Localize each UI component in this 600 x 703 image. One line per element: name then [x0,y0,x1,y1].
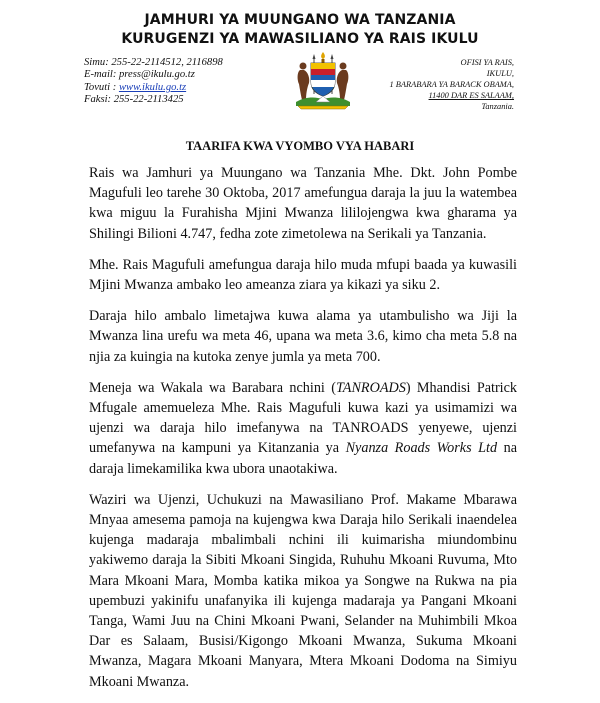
paragraph-4 [89,378,517,479]
website-line [84,82,223,94]
paragraph-1: Rais wa Jamhuri ya Muungano wa Tanzania Mhe. Dkt. John Pombe Magufuli leo tarehe 30 Oktoba, 2017 amefungua daraja la juu la watembea kwa miguu la Furahisha Mjini Mwanza lililojengwa kwa gharama ya Shilingi Bilioni 4.747, fedha zote zimetolewa na Serikali ya Tanzania. [89,165,517,242]
contractor-name: Nyanza Roads Works Ltd [345,440,498,457]
document-body [89,163,517,703]
paragraph-5: Waziri wa Ujenzi, Uchukuzi na Mawasiliano Prof. Makame Mbarawa Mnyaa amesema pamoja na kujengwa kwa Daraja hilo Serikali inaendelea kujenga madaraja mbalimbali nchini ili kuimarisha miundombinu yakiwemo daraja la Sibiti Mkoani Singida, Ruhuhu Mkoani Ruvuma, Mto Mara Mkoani Mara, Momba katika mikoa ya Songwe na Rukwa na pia upembuzi yakinifu unafanyika ili kujenga madaraja ya Pangani Mkoani Tanga, Wami Juu na Chini Mkoani Pwani, Selander na Muhimbili Mkoa Dar es Salaam, Busisi/Kigongo Mkoani Mwanza, Sukuma Mkoani Mwanza, Magara Mkoani Manyara, Mtera Mkoani Dodoma na Simiyu Mkoani Mwanza. [89,491,517,690]
office-line-4: 11400 DAR ES SALAAM, [428,91,514,100]
office-address [390,57,514,112]
website-link[interactable]: www.ikulu.go.tz [118,81,187,93]
office-line-1: OFISI YA RAIS, [460,58,514,67]
office-line-2: IKULU, [486,69,514,78]
paragraph-4-part-c: ) Mhandisi Patrick Mfugale amemueleza Mhe. Rais Magufuli kuwa kazi ya usimamizi wa ujenzi wa daraja hilo imefanywa na TANROADS yenyewe, ujenzi umefanywa na kampuni ya Kitanzania ya [89,379,518,457]
document-title: TAARIFA KWA VYOMBO VYA HABARI [185,139,415,153]
paragraph-3: Daraja hilo ambalo limetajwa kuwa alama ya utambulisho wa Jiji la Mwanza lina urefu wa meta 46, upana wa meta 3.6, kimo cha meta 5.8 na njia za kuingia na kutoka zenye jumla ya meta 700. [89,308,517,365]
paragraph-2: Mhe. Rais Magufuli amefungua daraja hilo muda mfupi baada ya kuwasili Mjini Mwanza ambako leo ameanza ziara ya kikazi ya siku 2. [89,256,517,294]
header-line-1: JAMHURI YA MUUNGANO WA TANZANIA [144,12,456,28]
office-line-5: Tanzania. [481,102,514,111]
paragraph-4-part-a: Meneja wa Wakala wa Barabara nchini ( [89,379,336,396]
header-line-2: KURUGENZI YA MAWASILIANO YA RAIS IKULU [121,31,479,47]
paragraph-4-part-e: na daraja limekamilika kwa ubora unaotakiwa. [89,440,517,477]
website-label: Tovuti : [84,81,119,93]
coat-of-arms-icon [290,50,356,110]
contact-block [84,57,223,107]
phone-line: Simu: 255-22-2114512, 2116898 [84,57,223,68]
email-line: E-mail: press@ikulu.go.tz [84,69,195,81]
office-line-3: 1 BARABARA YA BARACK OBAMA, [389,80,514,89]
tanroads-acronym: TANROADS [335,379,406,396]
fax-line: Faksi: 255-22-2113425 [84,94,184,106]
